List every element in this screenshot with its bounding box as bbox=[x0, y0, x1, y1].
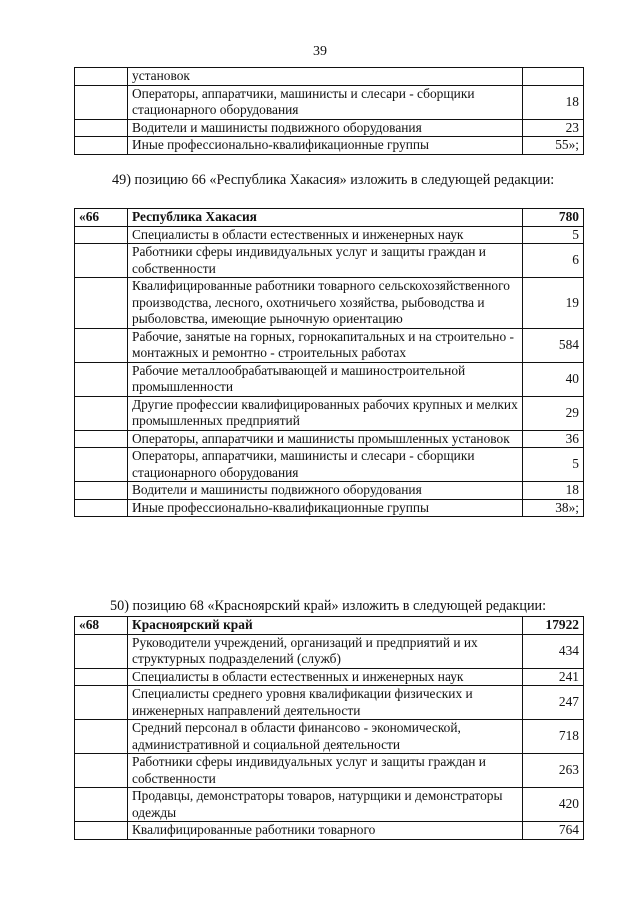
name-cell: Специалисты в области естественных и инженерных наук bbox=[128, 668, 523, 686]
value-cell: 6 bbox=[523, 244, 584, 278]
code-cell bbox=[75, 396, 128, 430]
code-cell bbox=[75, 720, 128, 754]
table-row bbox=[75, 226, 584, 244]
code-cell bbox=[75, 430, 128, 448]
table-row bbox=[75, 686, 584, 720]
value-cell: 18 bbox=[523, 85, 584, 119]
value-cell: 5 bbox=[523, 448, 584, 482]
table-row bbox=[75, 448, 584, 482]
code-cell bbox=[75, 448, 128, 482]
name-cell: Другие профессии квалифицированных рабочих крупных и мелких промышленных предприятий bbox=[128, 396, 523, 430]
table-position-68 bbox=[74, 616, 584, 840]
name-cell: Специалисты в области естественных и инженерных наук bbox=[128, 226, 523, 244]
value-cell: 764 bbox=[523, 822, 584, 840]
table-row bbox=[75, 85, 584, 119]
value-cell: 36 bbox=[523, 430, 584, 448]
name-cell: Иные профессионально-квалификационные группы bbox=[128, 137, 523, 155]
table-row bbox=[75, 362, 584, 396]
code-cell bbox=[75, 499, 128, 517]
code-cell bbox=[75, 85, 128, 119]
name-cell: Работники сферы индивидуальных услуг и защиты граждан и собственности bbox=[128, 754, 523, 788]
code-cell bbox=[75, 634, 128, 668]
value-cell: 18 bbox=[523, 482, 584, 500]
value-cell: 718 bbox=[523, 720, 584, 754]
table-header-row bbox=[75, 209, 584, 227]
code-cell bbox=[75, 686, 128, 720]
code-cell bbox=[75, 482, 128, 500]
table-row bbox=[75, 430, 584, 448]
value-cell: 241 bbox=[523, 668, 584, 686]
name-cell: установок bbox=[128, 68, 523, 86]
name-cell: Рабочие, занятые на горных, горнокапитальных и на строительно - монтажных и ремонтно - строительных работах bbox=[128, 328, 523, 362]
position-code: «68 bbox=[75, 617, 128, 635]
paragraph-49: 49) позицию 66 «Республика Хакасия» изложить в следующей редакции: bbox=[112, 172, 555, 188]
code-cell bbox=[75, 226, 128, 244]
code-cell bbox=[75, 119, 128, 137]
value-cell: 420 bbox=[523, 788, 584, 822]
name-cell: Продавцы, демонстраторы товаров, натурщики и демонстраторы одежды bbox=[128, 788, 523, 822]
value-cell: 40 bbox=[523, 362, 584, 396]
name-cell: Квалифицированные работники товарного bbox=[128, 822, 523, 840]
table-header-row bbox=[75, 617, 584, 635]
code-cell bbox=[75, 788, 128, 822]
name-cell: Рабочие металлообрабатывающей и машиностроительной промышленности bbox=[128, 362, 523, 396]
region-total: 17922 bbox=[523, 617, 584, 635]
table-row bbox=[75, 244, 584, 278]
table-row bbox=[75, 720, 584, 754]
table-row bbox=[75, 482, 584, 500]
name-cell: Средний персонал в области финансово - экономической, административной и социальной деятельности bbox=[128, 720, 523, 754]
table-row bbox=[75, 788, 584, 822]
value-cell bbox=[523, 68, 584, 86]
code-cell bbox=[75, 278, 128, 329]
table-row bbox=[75, 754, 584, 788]
value-cell: 247 bbox=[523, 686, 584, 720]
code-cell bbox=[75, 754, 128, 788]
name-cell: Водители и машинисты подвижного оборудования bbox=[128, 119, 523, 137]
name-cell: Водители и машинисты подвижного оборудования bbox=[128, 482, 523, 500]
page-number: 39 bbox=[313, 44, 327, 59]
region-name: Республика Хакасия bbox=[128, 209, 523, 227]
name-cell: Иные профессионально-квалификационные группы bbox=[128, 499, 523, 517]
value-cell: 434 bbox=[523, 634, 584, 668]
value-cell: 263 bbox=[523, 754, 584, 788]
paragraph-50: 50) позицию 68 «Красноярский край» изложить в следующей редакции: bbox=[110, 598, 547, 614]
code-cell bbox=[75, 328, 128, 362]
table-row bbox=[75, 137, 584, 155]
value-cell: 29 bbox=[523, 396, 584, 430]
name-cell: Операторы, аппаратчики, машинисты и слесари - сборщики стационарного оборудования bbox=[128, 448, 523, 482]
table-row bbox=[75, 119, 584, 137]
code-cell bbox=[75, 68, 128, 86]
value-cell: 584 bbox=[523, 328, 584, 362]
table-row bbox=[75, 634, 584, 668]
region-name: Красноярский край bbox=[128, 617, 523, 635]
table-row bbox=[75, 396, 584, 430]
table-row bbox=[75, 68, 584, 86]
name-cell: Квалифицированные работники товарного сельскохозяйственного производства, лесного, охотничьего хозяйства, рыбоводства и рыболовства, имеющие рыночную ориентацию bbox=[128, 278, 523, 329]
table-row bbox=[75, 668, 584, 686]
position-code: «66 bbox=[75, 209, 128, 227]
code-cell bbox=[75, 137, 128, 155]
name-cell: Операторы, аппаратчики и машинисты промышленных установок bbox=[128, 430, 523, 448]
value-cell: 5 bbox=[523, 226, 584, 244]
name-cell: Специалисты среднего уровня квалификации физических и инженерных направлений деятельности bbox=[128, 686, 523, 720]
table-row bbox=[75, 822, 584, 840]
table-position-66 bbox=[74, 208, 584, 517]
code-cell bbox=[75, 244, 128, 278]
table-row bbox=[75, 278, 584, 329]
value-cell: 38»; bbox=[523, 499, 584, 517]
value-cell: 19 bbox=[523, 278, 584, 329]
name-cell: Операторы, аппаратчики, машинисты и слесари - сборщики стационарного оборудования bbox=[128, 85, 523, 119]
table-row bbox=[75, 328, 584, 362]
value-cell: 23 bbox=[523, 119, 584, 137]
name-cell: Работники сферы индивидуальных услуг и защиты граждан и собственности bbox=[128, 244, 523, 278]
name-cell: Руководители учреждений, организаций и предприятий и их структурных подразделений (служб) bbox=[128, 634, 523, 668]
code-cell bbox=[75, 822, 128, 840]
code-cell bbox=[75, 362, 128, 396]
continuation-table bbox=[74, 67, 584, 155]
code-cell bbox=[75, 668, 128, 686]
value-cell: 55»; bbox=[523, 137, 584, 155]
table-row bbox=[75, 499, 584, 517]
region-total: 780 bbox=[523, 209, 584, 227]
